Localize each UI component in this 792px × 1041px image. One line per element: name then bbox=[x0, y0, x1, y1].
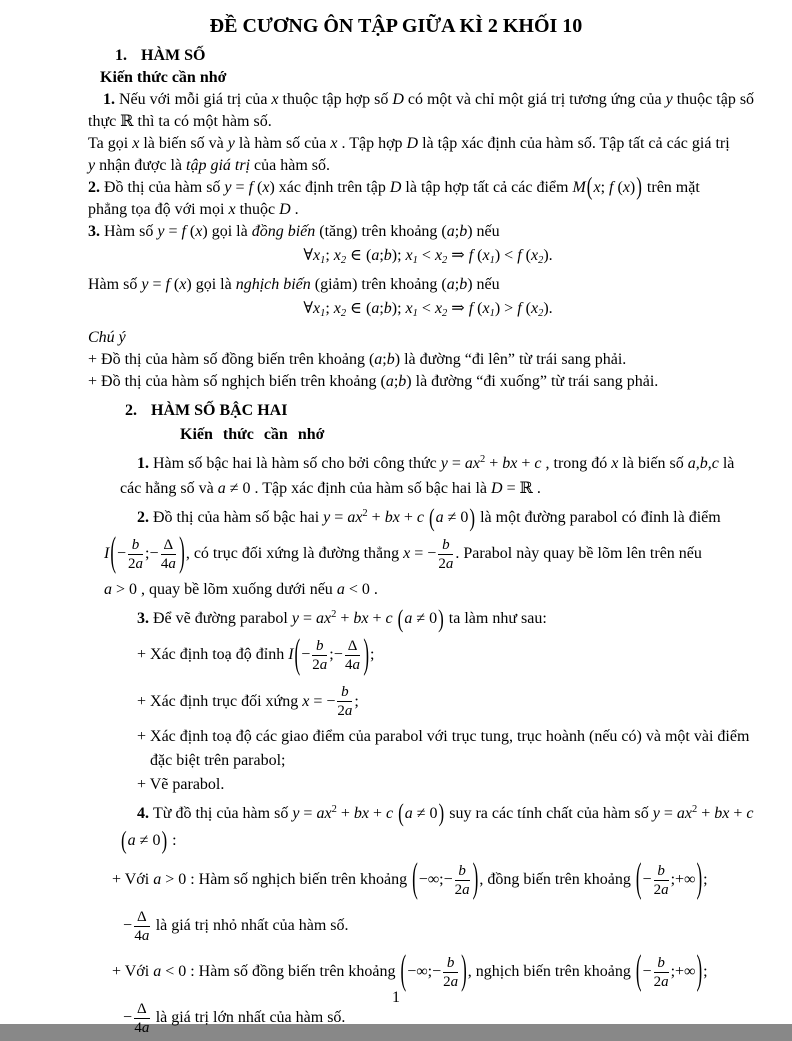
section-1-label: HÀM SỐ bbox=[141, 47, 206, 64]
para-graph-definition-line2: phẳng tọa độ với mọi x thuộc D . bbox=[88, 201, 299, 219]
page-number: 1 bbox=[392, 989, 400, 1006]
case-a-positive: + Với a > 0 : Hàm số nghịch biến trên khoảng (−∞;− $\frac{b}{2a}$ ), đồng biến trên khoảng (− $\frac{b}{2a}$ ;+∞); bbox=[112, 855, 708, 901]
section-2-heading bbox=[0, 393, 792, 423]
section-1-heading bbox=[0, 40, 792, 67]
properties-intro-line1: 4. Từ đồ thị của hàm số $y = ax^2$ + bx + c (a ≠ 0) suy ra các tính chất của hàm số $y = ax^2$ + bx + c bbox=[137, 798, 754, 828]
section-1-number: 1. bbox=[115, 47, 127, 64]
properties-intro-line2: (a ≠ 0) : bbox=[121, 825, 177, 855]
document-title: ĐỀ CƯƠNG ÔN TẬP GIỮA KÌ 2 KHỐI 10 bbox=[209, 15, 583, 37]
case-a-negative: + Với a < 0 : Hàm số đồng biến trên khoảng (−∞;− $\frac{b}{2a}$ ), nghịch biến trên khoảng (− $\frac{b}{2a}$ ;+∞); bbox=[112, 947, 708, 994]
quadratic-definition-line1: 1. Hàm số bậc hai là hàm số cho bởi công thức $y = ax^2$ + bx + c , trong đó x là biến số a,b,c là bbox=[137, 454, 735, 473]
minimum-value: − $\frac{\Delta}{4a}$ là giá trị nhỏ nhất của hàm số. bbox=[123, 908, 349, 944]
quadratic-graph-line3: a > 0 , quay bề lõm xuống dưới nếu a < 0 . bbox=[104, 581, 378, 599]
formula-decreasing: $\forall x_1$; $x_2$ ∈ (a;b); $x_1 < x_2$ ⇒ f $(x_1) > f$ $(x_2)$. bbox=[303, 300, 553, 320]
para-function-definition-line2: thực ℝ thì ta có một hàm số. bbox=[88, 113, 272, 130]
para-variable-domain-line1: Ta gọi x là biến số và y là hàm số của x . Tập hợp D là tập xác định của hàm số. Tập tất cả các giá trị bbox=[88, 135, 730, 152]
step-draw-parabola: + Vẽ parabol. bbox=[137, 775, 225, 793]
quadratic-graph-line2: I(− $\frac{b}{2a}$ ;− $\frac{\Delta}{4a}$ ), có trục đối xứng là đường thẳng x = − $\frac{b}{2a}$ . Parabol này quay bề lõm lên trên nếu bbox=[104, 529, 702, 576]
quadratic-definition-line2: các hằng số và a ≠ 0 . Tập xác định của hàm số bậc hai là D = ℝ . bbox=[120, 480, 541, 498]
formula-increasing: $\forall x_1$; $x_2$ ∈ (a;b); $x_1 < x_2$ ⇒ f $(x_1) < f$ $(x_2)$. bbox=[303, 247, 553, 267]
parabola-steps-intro: 3. Để vẽ đường parabol $y = ax^2$ + bx + c (a ≠ 0) ta làm như sau: bbox=[137, 604, 547, 634]
note-decreasing-graph: + Đồ thị của hàm số nghịch biến trên khoảng (a;b) là đường “đi xuống” từ trái sang phải. bbox=[88, 373, 659, 391]
step-vertex: + Xác định toạ độ đỉnh I(− $\frac{b}{2a}$ ;− $\frac{\Delta}{4a}$ ); bbox=[137, 630, 375, 677]
section-2-number: 2. bbox=[125, 402, 137, 420]
para-variable-domain-line2: y nhận được là tập giá trị của hàm số. bbox=[88, 157, 330, 174]
para-decreasing-function: Hàm số y = f (x) gọi là nghịch biến (giảm) trên khoảng (a;b) nếu bbox=[88, 276, 500, 294]
para-increasing-function: 3. Hàm số y = f (x) gọi là đồng biến (tăng) trên khoảng (a;b) nếu bbox=[88, 223, 500, 241]
para-function-definition-line1: 1. Nếu với mỗi giá trị của x thuộc tập hợp số D có một và chỉ một giá trị tương ứng của y thuộc tập số bbox=[103, 91, 755, 108]
section-1-subheading: Kiến thức cần nhớ bbox=[100, 69, 227, 86]
step-intersections-line1: + Xác định toạ độ các giao điểm của parabol với trục tung, trục hoành (nếu có) và một vài điểm bbox=[137, 727, 750, 745]
step-intersections-line2: đặc biệt trên parabol; bbox=[150, 751, 286, 769]
section-2-subheading: Kiến thức cần nhớ bbox=[180, 426, 325, 444]
quadratic-graph-line1: 2. Đồ thị của hàm số bậc hai $y = ax^2$ + bx + c (a ≠ 0) là một đường parabol có đỉnh là điểm bbox=[137, 503, 721, 532]
step-axis-of-symmetry: + Xác định trục đối xứng x = − $\frac{b}{2a}$ ; bbox=[137, 684, 359, 720]
para-graph-definition-line1: 2. Đồ thị của hàm số y = f (x) xác định trên tập D là tập hợp tất cả các điểm M(x; f (x)) trên mặt bbox=[88, 172, 700, 201]
note-increasing-graph: + Đồ thị của hàm số đồng biến trên khoảng (a;b) là đường “đi lên” từ trái sang phải. bbox=[88, 351, 627, 369]
note-heading: Chú ý bbox=[88, 329, 126, 347]
maximum-value: − $\frac{\Delta}{4a}$ là giá trị lớn nhất của hàm số. bbox=[123, 1001, 346, 1037]
section-2-label: HÀM SỐ BẬC HAI bbox=[151, 402, 288, 420]
